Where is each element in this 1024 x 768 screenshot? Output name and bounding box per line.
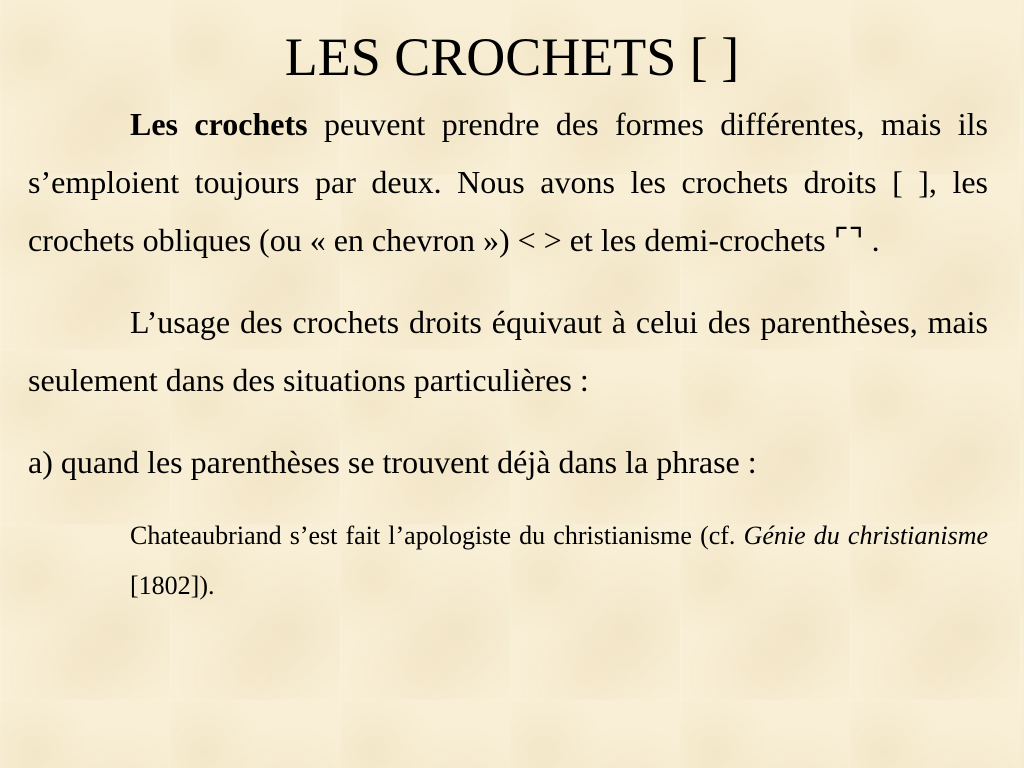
- citation-title: Génie du christianisme: [743, 521, 989, 550]
- slide-title: LES CROCHETS [ ]: [284, 27, 740, 87]
- bold-term: Les crochets: [130, 106, 308, 142]
- paragraph-crochets-forms: [28, 95, 988, 269]
- slide-body: [28, 95, 988, 611]
- citation-text-before: Chateaubriand s’est fait l’apologiste du christianisme (cf.: [130, 521, 744, 550]
- citation-text-after: [1802]).: [130, 571, 215, 600]
- example-citation: [130, 511, 988, 611]
- list-item-a: a) quand les parenthèses se trouvent déjà dans la phrase :: [28, 444, 757, 480]
- paragraph-text: peuvent prendre des formes différentes, mais ils s’emploient toujours par deux. Nous avons les crochets droits [ ], les crochets obliques (ou « en chevron ») < > et les demi-crochets ⌜⌝ .: [28, 106, 989, 258]
- paragraph-usage: L’usage des crochets droits équivaut à celui des parenthèses, mais seulement dans des situations particulières :: [28, 304, 988, 398]
